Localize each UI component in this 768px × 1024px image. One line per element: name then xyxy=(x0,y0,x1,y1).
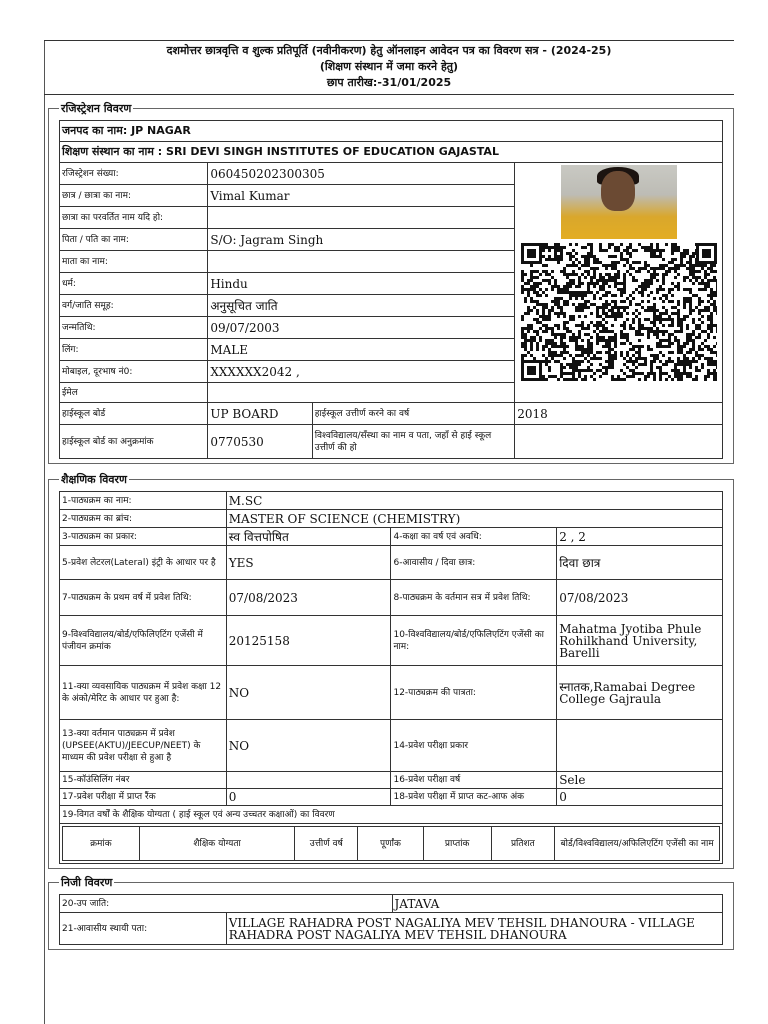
field-label: लिंग: xyxy=(60,339,208,361)
registration-table xyxy=(59,120,723,459)
entrance-based-admission: NO xyxy=(226,720,391,772)
field-label: माता का नाम: xyxy=(60,251,208,273)
field-label: 14-प्रवेश परीक्षा प्रकार xyxy=(391,720,557,772)
field-label: हाईस्कूल बोर्ड का अनुक्रमांक xyxy=(60,425,208,459)
district-name: जनपद का नाम: JP NAGAR xyxy=(60,121,723,142)
current-session-admission-date: 07/08/2023 xyxy=(557,580,723,616)
entrance-exam-type xyxy=(557,720,723,772)
hs-roll-number: 0770530 xyxy=(208,425,312,459)
field-label: हाईस्कूल उत्तीर्ण करने का वर्ष xyxy=(312,403,515,425)
personal-table xyxy=(59,894,723,945)
merit-based-admission: NO xyxy=(226,666,391,720)
field-label: 17-प्रवेश परीक्षा में प्राप्त रैंक xyxy=(60,789,227,806)
field-label: छात्र / छात्रा का नाम: xyxy=(60,185,208,207)
university-name: Mahatma Jyotiba Phule Rohilkhand University, Barelli xyxy=(557,616,723,666)
institute-name: शिक्षण संस्थान का नाम : SRI DEVI SINGH INSTITUTES OF EDUCATION GAJASTAL xyxy=(60,142,723,163)
col-obtained-marks: प्राप्तांक xyxy=(423,827,491,861)
entrance-cutoff: 0 xyxy=(557,789,723,806)
course-eligibility: स्नातक,Ramabai Degree College Gajraula xyxy=(557,666,723,720)
field-label: 10-विश्वविद्यालय/बोर्ड/एफिलिएटिंग एजेंसी का नाम: xyxy=(391,616,557,666)
field-label: 5-प्रवेश लेटरल(Lateral) इंट्री के आधार पर है xyxy=(60,546,227,580)
header-title: दशमोत्तर छात्रवृत्ति व शुल्क प्रतिपूर्ति (नवीनीकरण) हेतु ऑनलाइन आवेदन पत्र का विवरण सत्र - (2024-25) xyxy=(166,44,612,57)
hs-institution xyxy=(515,425,723,459)
father-name: S/O: Jagram Singh xyxy=(208,229,515,251)
field-label: 12-पाठ्यक्रम की पात्रता: xyxy=(391,666,557,720)
lateral-entry: YES xyxy=(226,546,391,580)
field-label: 9-विश्वविद्यालय/बोर्ड/एफिलिएटिंग एजेंसी में पंजीयन क्रमांक xyxy=(60,616,227,666)
registration-section xyxy=(48,101,734,464)
col-pass-year: उत्तीर्ण वर्ष xyxy=(295,827,358,861)
field-label: छात्रा का परवर्तित नाम यदि हो: xyxy=(60,207,208,229)
course-name: M.SC xyxy=(226,492,722,510)
header-subtitle: (शिक्षण संस्थान में जमा करने हेतु) xyxy=(319,60,459,73)
photo-qr-cell xyxy=(515,163,723,403)
field-label: मोबाइल, दूरभाष नं0: xyxy=(60,361,208,383)
academic-legend: शैक्षणिक विवरण xyxy=(61,473,127,486)
field-label: 15-कॉउंसिलिंग नंबर xyxy=(60,772,227,789)
field-label: 20-उप जाति: xyxy=(60,895,393,913)
class-year-duration: 2 , 2 xyxy=(557,528,723,546)
field-label: 13-क्या वर्तमान पाठ्यक्रम में प्रवेश (UPSEE(AKTU)/JEECUP/NEET) के माध्यम की प्रवेश परीक्षा से हुआ है xyxy=(60,720,227,772)
student-name: Vimal Kumar xyxy=(208,185,515,207)
academic-section xyxy=(48,472,734,869)
field-label: रजिस्ट्रेशन संख्या: xyxy=(60,163,208,185)
field-label: 21-आवासीय स्थायी पता: xyxy=(60,913,227,945)
entrance-rank: 0 xyxy=(226,789,391,806)
field-label: 6-आवासीय / दिवा छात्र: xyxy=(391,546,557,580)
field-label: 2-पाठ्यक्रम का ब्रांच: xyxy=(60,510,227,528)
field-label: हाईस्कूल बोर्ड xyxy=(60,403,208,425)
field-label: 16-प्रवेश परीक्षा वर्ष xyxy=(391,772,557,789)
field-label: ईमेल xyxy=(60,383,208,403)
date-of-birth: 09/07/2003 xyxy=(208,317,515,339)
col-board-name: बोर्ड/विश्वविद्यालय/अफिलिएटिंग एजेंसी का नाम xyxy=(555,827,720,861)
col-serial: क्रमांक xyxy=(63,827,140,861)
student-photo xyxy=(561,165,677,239)
gender: MALE xyxy=(208,339,515,361)
field-label: जन्मतिथि: xyxy=(60,317,208,339)
col-qualification: शैक्षिक योग्यता xyxy=(139,827,295,861)
col-max-marks: पूर्णांक xyxy=(358,827,424,861)
personal-section xyxy=(48,875,734,950)
field-label: धर्म: xyxy=(60,273,208,295)
course-branch: MASTER OF SCIENCE (CHEMISTRY) xyxy=(226,510,722,528)
qr-code xyxy=(521,243,717,381)
counselling-number xyxy=(226,772,391,789)
field-label: 1-पाठ्यक्रम का नाम: xyxy=(60,492,227,510)
field-label: विश्वविद्यालय/सँस्था का नाम व पता, जहाँ से हाई स्कूल उत्तीर्ण की हो xyxy=(312,425,515,459)
personal-legend: निजी विवरण xyxy=(61,876,113,889)
field-label: 3-पाठ्यक्रम का प्रकार: xyxy=(60,528,227,546)
hostel-status: दिवा छात्र xyxy=(557,546,723,580)
permanent-address: VILLAGE RAHADRA POST NAGALIYA MEV TEHSIL DHANOURA - VILLAGE RAHADRA POST NAGALIYA MEV TEHSIL DHANOURA xyxy=(226,913,722,945)
field-label: 18-प्रवेश परीक्षा में प्राप्त कट-आफ अंक xyxy=(391,789,557,806)
entrance-exam-year: Sele xyxy=(557,772,723,789)
past-qualification-table xyxy=(62,826,720,861)
first-year-admission-date: 07/08/2023 xyxy=(226,580,391,616)
mother-name xyxy=(208,251,515,273)
field-label: 7-पाठ्यक्रम के प्रथम वर्ष में प्रवेश तिथि: xyxy=(60,580,227,616)
print-date: छाप तारीख:-31/01/2025 xyxy=(326,76,452,89)
email xyxy=(208,383,515,403)
application-form xyxy=(44,40,734,950)
caste-group: अनुसूचित जाति xyxy=(208,295,515,317)
field-label: 4-कक्षा का वर्ष एवं अवधि: xyxy=(391,528,557,546)
field-label: 11-क्या व्यवसायिक पाठ्यक्रम में प्रवेश कक्षा 12 के अंको/मेरिट के आधार पर हुआ है: xyxy=(60,666,227,720)
university-registration-number: 20125158 xyxy=(226,616,391,666)
hs-pass-year: 2018 xyxy=(515,403,723,425)
religion: Hindu xyxy=(208,273,515,295)
academic-table xyxy=(59,491,723,864)
field-label: पिता / पति का नाम: xyxy=(60,229,208,251)
col-percentage: प्रतिशत xyxy=(491,827,555,861)
mobile-number: XXXXXX2042 , xyxy=(208,361,515,383)
form-header xyxy=(44,40,734,95)
sub-caste: JATAVA xyxy=(392,895,723,913)
field-label: 8-पाठ्यक्रम के वर्तमान सत्र में प्रवेश तिथि: xyxy=(391,580,557,616)
course-type: स्व वित्तपोषित xyxy=(226,528,391,546)
past-qualification-cell xyxy=(60,824,723,864)
registration-number: 060450202300305 xyxy=(208,163,515,185)
hs-board: UP BOARD xyxy=(208,403,312,425)
field-label: वर्ग/जाति समूह: xyxy=(60,295,208,317)
past-qualification-title: 19-विगत वर्षों के शैक्षिक योग्यता ( हाई स्कूल एवं अन्य उच्चतर कक्षाओं) का विवरण xyxy=(60,806,723,824)
registration-legend: रजिस्ट्रेशन विवरण xyxy=(61,102,132,115)
changed-name xyxy=(208,207,515,229)
